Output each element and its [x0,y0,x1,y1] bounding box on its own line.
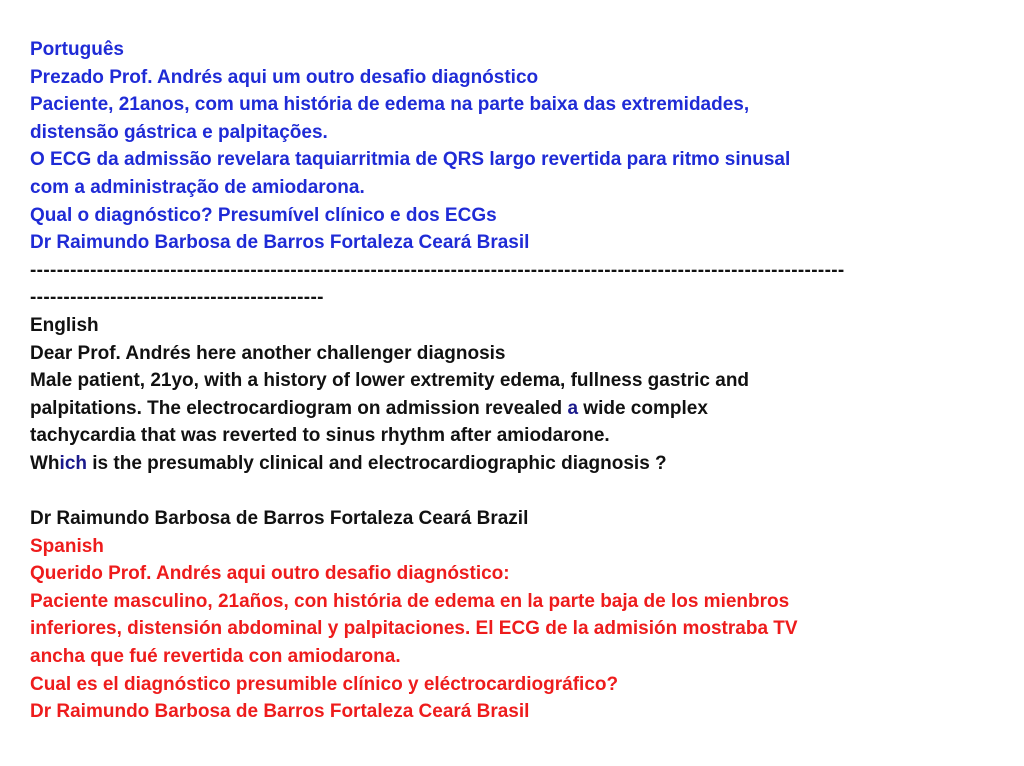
document-page [30,36,994,726]
spanish-heading: Spanish [30,535,104,557]
spanish-greeting: Querido Prof. Andrés aqui outro desafio diagnóstico: [30,563,510,585]
portuguese-signature: Dr Raimundo Barbosa de Barros Fortaleza Ceará Brasil [30,232,530,254]
english-signature: Dr Raimundo Barbosa de Barros Fortaleza Ceará Brazil [30,508,529,530]
portuguese-section [30,36,994,257]
separator-line: -------------------------------------------------------------------------------------------------------------------------- [30,259,845,281]
spanish-text-line: Paciente masculino, 21años, con história de edema en la parte baja de los mienbros [30,590,790,612]
portuguese-text-line: Paciente, 21anos, com uma história de edema na parte baixa das extremidades, [30,94,750,116]
english-greeting: Dear Prof. Andrés here another challenger diagnosis [30,342,506,364]
spanish-text-line: ancha que fué revertida con amiodarona. [30,646,401,668]
section-separator [30,257,994,312]
english-heading: English [30,314,99,336]
portuguese-greeting: Prezado Prof. Andrés aqui um outro desafio diagnóstico [30,66,539,88]
spanish-question: Cual es el diagnóstico presumible clínico y eléctrocardiográfico? [30,673,619,695]
english-highlight-text: a [567,397,579,419]
english-question [30,450,994,478]
english-text-line: Male patient, 21yo, with a history of lower extremity edema, fullness gastric and [30,370,750,392]
english-section [30,312,994,533]
spanish-section [30,533,994,726]
english-text-segment: wide complex [578,397,708,419]
english-text-segment: Wh [30,452,60,474]
english-text-line [30,395,994,423]
portuguese-text-line: distensão gástrica e palpitações. [30,121,328,143]
spanish-text-line: inferiores, distensión abdominal y palpitaciones. El ECG de la admisión mostraba TV [30,618,798,640]
portuguese-text-line: com a administração de amiodarona. [30,176,365,198]
english-highlight-text: ich [59,452,87,474]
portuguese-question: Qual o diagnóstico? Presumível clínico e dos ECGs [30,204,497,226]
blank-line [30,478,994,506]
english-text-segment: palpitations. The electrocardiogram on admission revealed [30,397,568,419]
portuguese-heading: Português [30,39,124,60]
spanish-signature: Dr Raimundo Barbosa de Barros Fortaleza Ceará Brasil [30,701,530,723]
portuguese-text-line: O ECG da admissão revelara taquiarritmia de QRS largo revertida para ritmo sinusal [30,149,791,171]
separator-line: -------------------------------------------- [30,287,324,309]
english-text-segment: is the presumably clinical and electrocardiographic diagnosis ? [87,452,667,474]
english-text-line: tachycardia that was reverted to sinus rhythm after amiodarone. [30,425,610,447]
